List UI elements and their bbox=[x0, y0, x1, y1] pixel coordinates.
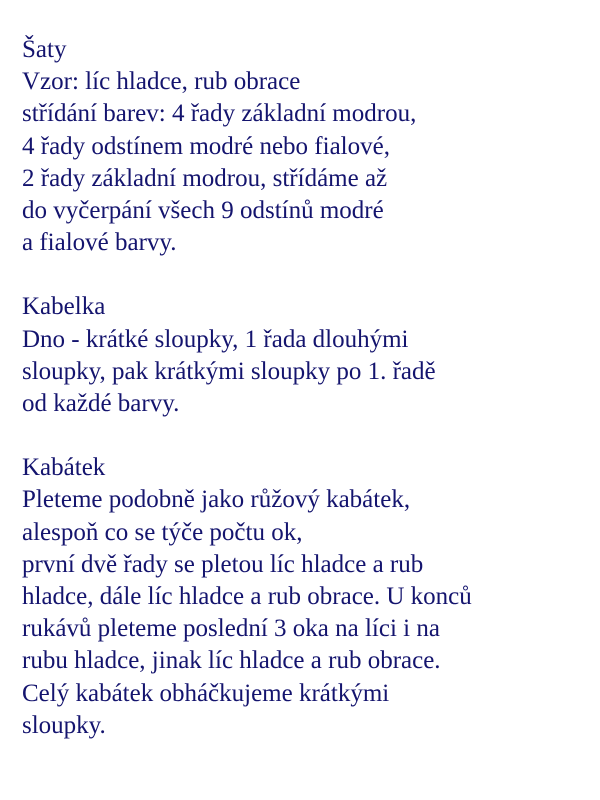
text-line: alespoň co se týče počtu ok, bbox=[22, 518, 303, 546]
text-line: Celý kabátek obháčkujeme krátkými bbox=[22, 679, 390, 707]
text-line: Vzor: líc hladce, rub obrace bbox=[22, 68, 301, 96]
section-heading: Šaty bbox=[22, 36, 67, 63]
section-kabatek bbox=[22, 452, 592, 742]
text-line: 4 řady odstínem modré nebo fialové, bbox=[22, 132, 390, 160]
section-saty bbox=[22, 34, 592, 259]
text-line: a fialové barvy. bbox=[22, 229, 177, 257]
text-line: od každé barvy. bbox=[22, 390, 180, 418]
section-heading: Kabelka bbox=[22, 293, 106, 321]
document-page bbox=[22, 34, 592, 742]
text-line: rukávů pleteme poslední 3 oka na líci i na bbox=[22, 615, 440, 643]
text-line: 2 řady základní modrou, střídáme až bbox=[22, 164, 388, 192]
text-line: rubu hladce, jinak líc hladce a rub obrace. bbox=[22, 647, 441, 675]
section-heading: Kabátek bbox=[22, 454, 106, 482]
text-line: Dno - krátké sloupky, 1 řada dlouhými bbox=[22, 325, 409, 353]
text-line: střídání barev: 4 řady základní modrou, bbox=[22, 100, 417, 128]
text-line: Pleteme podobně jako růžový kabátek, bbox=[22, 486, 411, 514]
text-line: sloupky. bbox=[22, 711, 106, 739]
text-line: do vyčerpání všech 9 odstínů modré bbox=[22, 197, 384, 225]
text-line: sloupky, pak krátkými sloupky po 1. řadě bbox=[22, 357, 436, 385]
section-kabelka bbox=[22, 291, 592, 420]
text-line: první dvě řady se pletou líc hladce a rub bbox=[22, 550, 424, 578]
text-line: hladce, dále líc hladce a rub obrace. U konců bbox=[22, 583, 472, 611]
